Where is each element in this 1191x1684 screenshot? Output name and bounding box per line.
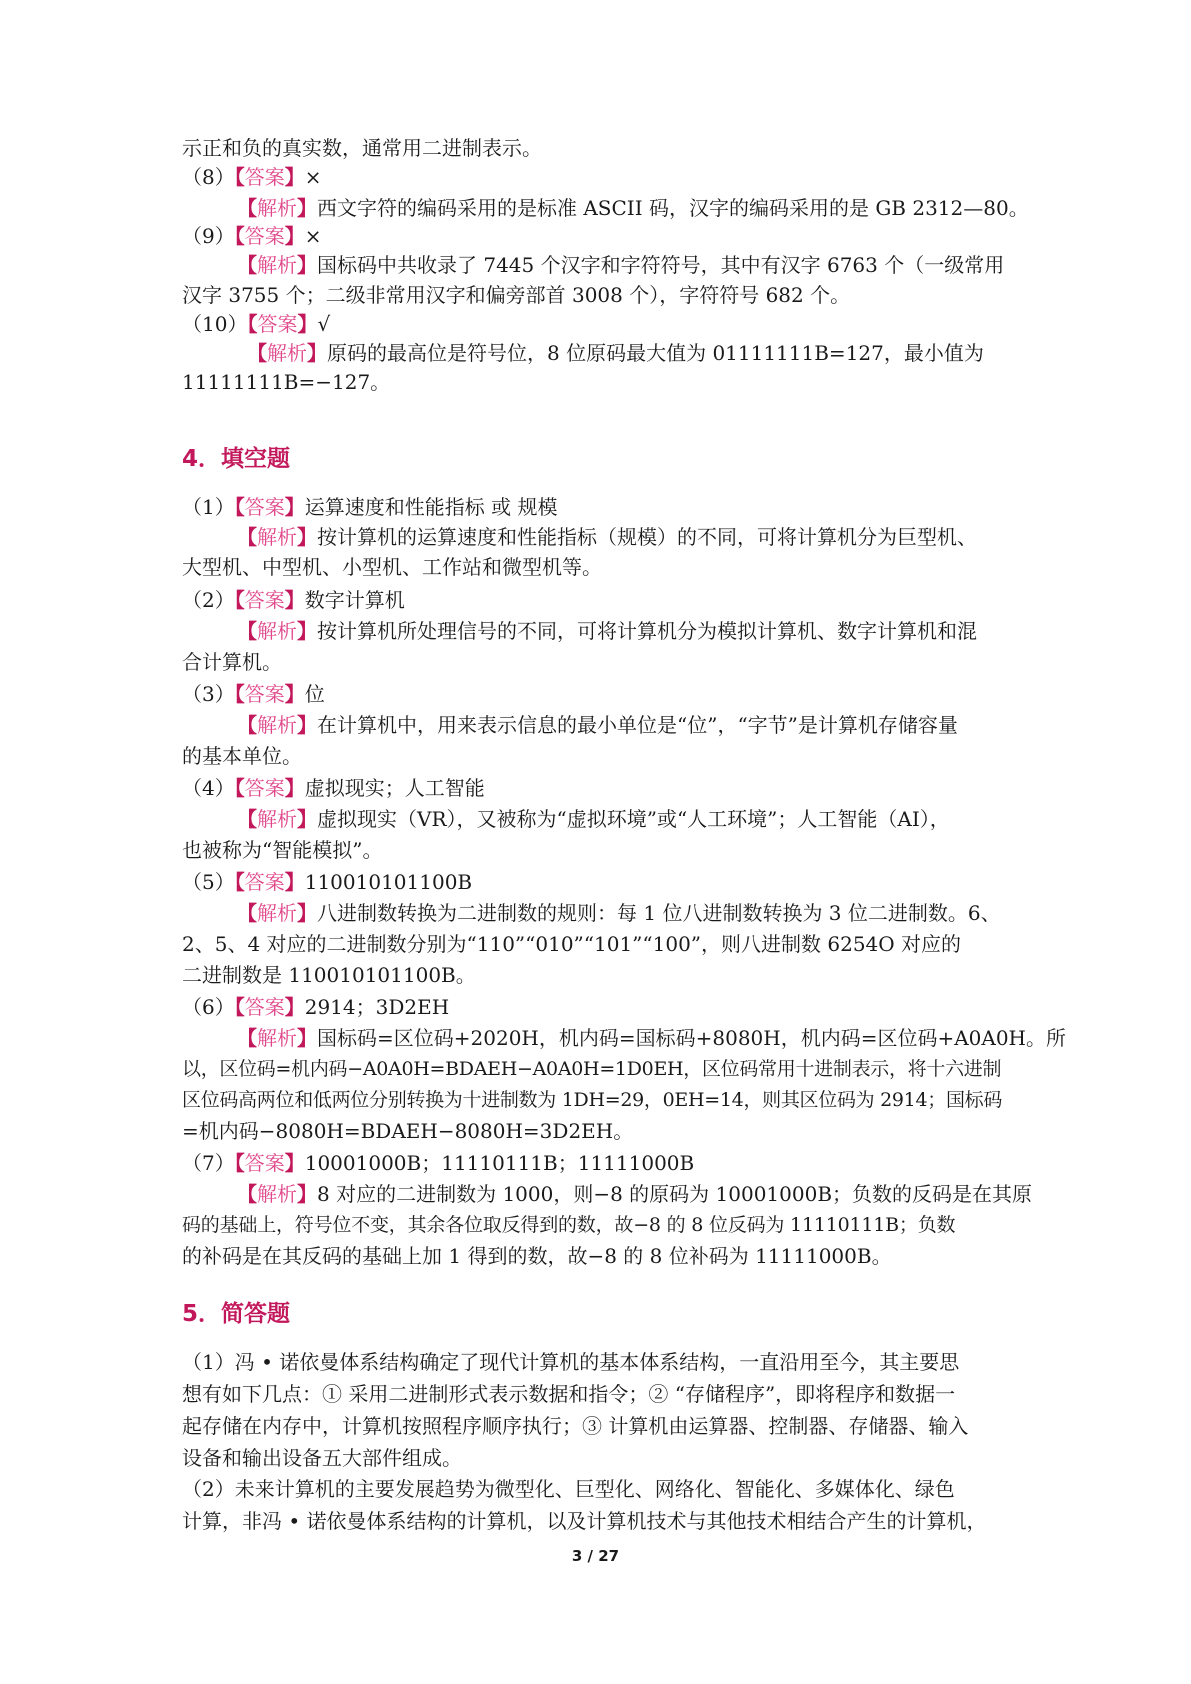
- bracket-open: 【: [237, 1182, 257, 1206]
- question-number: （9）: [182, 224, 235, 248]
- text-line: 二进制数是 110010101100B。: [182, 963, 476, 987]
- bracket-close: 】: [297, 1026, 317, 1050]
- bracket-open: 【: [237, 253, 257, 277]
- text-line: 大型机、中型机、小型机、工作站和微型机等。: [182, 555, 602, 579]
- answer-text: 位: [304, 682, 325, 706]
- bracket-close: 】: [297, 196, 317, 220]
- bracket-open: 【: [247, 341, 267, 365]
- bracket-close: 】: [297, 807, 317, 831]
- paragraph-line: 想有如下几点：① 采用二进制形式表示数据和指令；② “存储程序”，即将程序和数据一: [182, 1382, 956, 1406]
- analysis-line-9: [237, 250, 1022, 281]
- analysis-text: 国标码中共收录了 7445 个汉字和字符符号，其中有汉字 6763 个（一级常用: [317, 253, 1005, 277]
- analysis-line-4-4: [237, 804, 1022, 835]
- analysis-line-8: [237, 193, 1029, 224]
- text-line: 的补码是在其反码的基础上加 1 得到的数，故−8 的 8 位补码为 11111000B。: [182, 1244, 892, 1268]
- bracket-open: 【: [247, 312, 258, 336]
- answer-tag: 答案: [244, 682, 285, 706]
- text-line: 也被称为“智能模拟”。: [182, 838, 383, 862]
- analysis-text: 8 对应的二进制数为 1000，则−8 的原码为 10001000B；负数的反码是在其原: [317, 1182, 1033, 1206]
- analysis-text: 按计算机的运算速度和性能指标（规模）的不同，可将计算机分为巨型机、: [317, 525, 977, 549]
- answer-text: 运算速度和性能指标 或 规模: [304, 495, 558, 519]
- bracket-open: 【: [237, 901, 257, 925]
- bracket-open: 【: [237, 807, 257, 831]
- analysis-text: 国标码=区位码+2020H，机内码=国标码+8080H，机内码=区位码+A0A0H。所: [317, 1026, 1067, 1050]
- answer-tag: 答案: [244, 1151, 285, 1175]
- analysis-text: 原码的最高位是符号位，8 位原码最大值为 01111111B=127，最小值为: [327, 341, 984, 365]
- paragraph-line: 起存储在内存中，计算机按照程序顺序执行；③ 计算机由运算器、控制器、存储器、输入: [182, 1414, 969, 1438]
- section-heading-5: 5．简答题: [182, 1301, 291, 1327]
- section-heading-4: 4．填空题: [182, 446, 291, 472]
- bracket-close: 】: [297, 253, 317, 277]
- analysis-line-4-3: [237, 710, 1022, 741]
- answer-text: ×: [304, 165, 322, 189]
- analysis-tag: 解析: [257, 1026, 297, 1050]
- paragraph-line: 计算，非冯 • 诺依曼体系结构的计算机，以及计算机技术与其他技术相结合产生的计算机，: [182, 1509, 987, 1533]
- question-number: （6）: [182, 995, 235, 1019]
- bracket-close: 】: [284, 995, 305, 1019]
- analysis-text: 八进制数转换为二进制数的规则：每 1 位八进制数转换为 3 位二进制数。6、: [317, 901, 1001, 925]
- question-number: （4）: [182, 776, 235, 800]
- answer-text: ×: [304, 224, 322, 248]
- analysis-line-4-2: [237, 616, 1022, 647]
- text-line: =机内码−8080H=BDAEH−8080H=3D2EH。: [182, 1119, 634, 1143]
- analysis-text: 在计算机中，用来表示信息的最小单位是“位”，“字节”是计算机存储容量: [317, 713, 958, 737]
- answer-text: 虚拟现实；人工智能: [304, 776, 485, 800]
- bracket-close: 】: [284, 682, 305, 706]
- analysis-tag: 解析: [257, 525, 297, 549]
- page-number: 3 / 27: [571, 1547, 620, 1565]
- answer-line-4-2: [182, 585, 1022, 616]
- text-line: 区位码高两位和低两位分别转换为十进制数为 1DH=29，0EH=14，则其区位码为 2914；国标码: [182, 1089, 1003, 1111]
- question-number: （2）: [182, 588, 235, 612]
- bracket-close: 】: [307, 341, 327, 365]
- analysis-tag: 解析: [257, 619, 297, 643]
- paragraph-line: （1）冯 • 诺依曼体系结构确定了现代计算机的基本体系结构，一直沿用至今，其主要思: [182, 1350, 960, 1374]
- analysis-tag: 解析: [257, 253, 297, 277]
- bracket-close: 】: [284, 870, 305, 894]
- answer-tag: 答案: [244, 870, 285, 894]
- answer-line-9: [182, 221, 1022, 252]
- bracket-open: 【: [237, 525, 257, 549]
- bracket-close: 】: [284, 776, 305, 800]
- bracket-open: 【: [234, 588, 245, 612]
- analysis-text: 按计算机所处理信号的不同，可将计算机分为模拟计算机、数字计算机和混: [317, 619, 977, 643]
- answer-text: 110010101100B: [304, 870, 473, 894]
- bracket-close: 】: [284, 224, 305, 248]
- answer-line-4-7: [182, 1148, 1022, 1179]
- bracket-open: 【: [234, 995, 245, 1019]
- answer-line-4-4: [182, 773, 1022, 804]
- bracket-open: 【: [234, 165, 245, 189]
- bracket-close: 】: [297, 312, 318, 336]
- text-line: 11111111B=−127。: [182, 370, 391, 394]
- question-number: （7）: [182, 1151, 235, 1175]
- answer-text: 数字计算机: [304, 588, 405, 612]
- analysis-line-4-1: [237, 522, 1022, 553]
- bracket-open: 【: [237, 619, 257, 643]
- bracket-close: 】: [284, 165, 305, 189]
- answer-tag: 答案: [244, 165, 285, 189]
- bracket-open: 【: [234, 495, 245, 519]
- bracket-close: 】: [284, 588, 305, 612]
- analysis-line-4-6: [237, 1023, 1067, 1054]
- answer-tag: 答案: [244, 995, 285, 1019]
- analysis-tag: 解析: [257, 713, 297, 737]
- analysis-tag: 解析: [257, 901, 297, 925]
- analysis-tag: 解析: [257, 196, 297, 220]
- bracket-close: 】: [297, 619, 317, 643]
- text-line: 码的基础上，符号位不变，其余各位取反得到的数，故−8 的 8 位反码为 11110111B；负数: [182, 1214, 956, 1236]
- text-line: 的基本单位。: [182, 744, 302, 768]
- bracket-open: 【: [234, 682, 245, 706]
- question-number: （8）: [182, 165, 235, 189]
- text-line: 以，区位码=机内码−A0A0H=BDAEH−A0A0H=1D0EH，区位码常用十进制表示，将十六进制: [182, 1058, 1002, 1080]
- text-line: 2、5、4 对应的二进制数分别为“110”“010”“101”“100”，则八进制数 6254O 对应的: [182, 932, 962, 956]
- text-line: 示正和负的真实数，通常用二进制表示。: [182, 136, 542, 160]
- answer-line-4-1: [182, 492, 1022, 523]
- bracket-close: 】: [284, 495, 305, 519]
- analysis-line-4-7: [237, 1179, 1033, 1210]
- analysis-line-4-5: [237, 898, 1022, 929]
- bracket-close: 】: [284, 1151, 305, 1175]
- answer-text: 2914；3D2EH: [304, 995, 450, 1019]
- answer-line-8: [182, 162, 1022, 193]
- answer-tag: 答案: [244, 588, 285, 612]
- text-line: 合计算机。: [182, 650, 282, 674]
- bracket-close: 】: [297, 901, 317, 925]
- bracket-close: 】: [297, 1182, 317, 1206]
- answer-tag: 答案: [244, 224, 285, 248]
- answer-tag: 答案: [257, 312, 298, 336]
- analysis-tag: 解析: [257, 807, 297, 831]
- bracket-open: 【: [237, 1026, 257, 1050]
- answer-line-10: [182, 309, 1022, 340]
- answer-text: 10001000B；11110111B；11111000B: [304, 1151, 695, 1175]
- answer-line-4-3: [182, 679, 1022, 710]
- bracket-open: 【: [237, 196, 257, 220]
- answer-line-4-5: [182, 867, 1022, 898]
- analysis-tag: 解析: [257, 1182, 297, 1206]
- analysis-text: 西文字符的编码采用的是标准 ASCII 码，汉字的编码采用的是 GB 2312—80。: [317, 196, 1029, 220]
- bracket-open: 【: [237, 713, 257, 737]
- answer-text: √: [317, 312, 331, 336]
- question-number: （1）: [182, 495, 235, 519]
- question-number: （5）: [182, 870, 235, 894]
- answer-tag: 答案: [244, 776, 285, 800]
- paragraph-line: 设备和输出设备五大部件组成。: [182, 1446, 462, 1470]
- bracket-open: 【: [234, 1151, 245, 1175]
- bracket-open: 【: [234, 224, 245, 248]
- bracket-close: 】: [297, 713, 317, 737]
- analysis-line-10: [247, 338, 1022, 369]
- answer-tag: 答案: [244, 495, 285, 519]
- analysis-tag: 解析: [267, 341, 307, 365]
- bracket-open: 【: [234, 870, 245, 894]
- answer-line-4-6: [182, 992, 1022, 1023]
- bracket-close: 】: [297, 525, 317, 549]
- text-line: 汉字 3755 个；二级非常用汉字和偏旁部首 3008 个），字符符号 682 个。: [182, 283, 851, 307]
- paragraph-line: （2）未来计算机的主要发展趋势为微型化、巨型化、网络化、智能化、多媒体化、绿色: [182, 1477, 955, 1501]
- analysis-text: 虚拟现实（VR），又被称为“虚拟环境”或“人工环境”；人工智能（AI），: [317, 807, 950, 831]
- question-number: （3）: [182, 682, 235, 706]
- question-number: （10）: [182, 312, 248, 336]
- bracket-open: 【: [234, 776, 245, 800]
